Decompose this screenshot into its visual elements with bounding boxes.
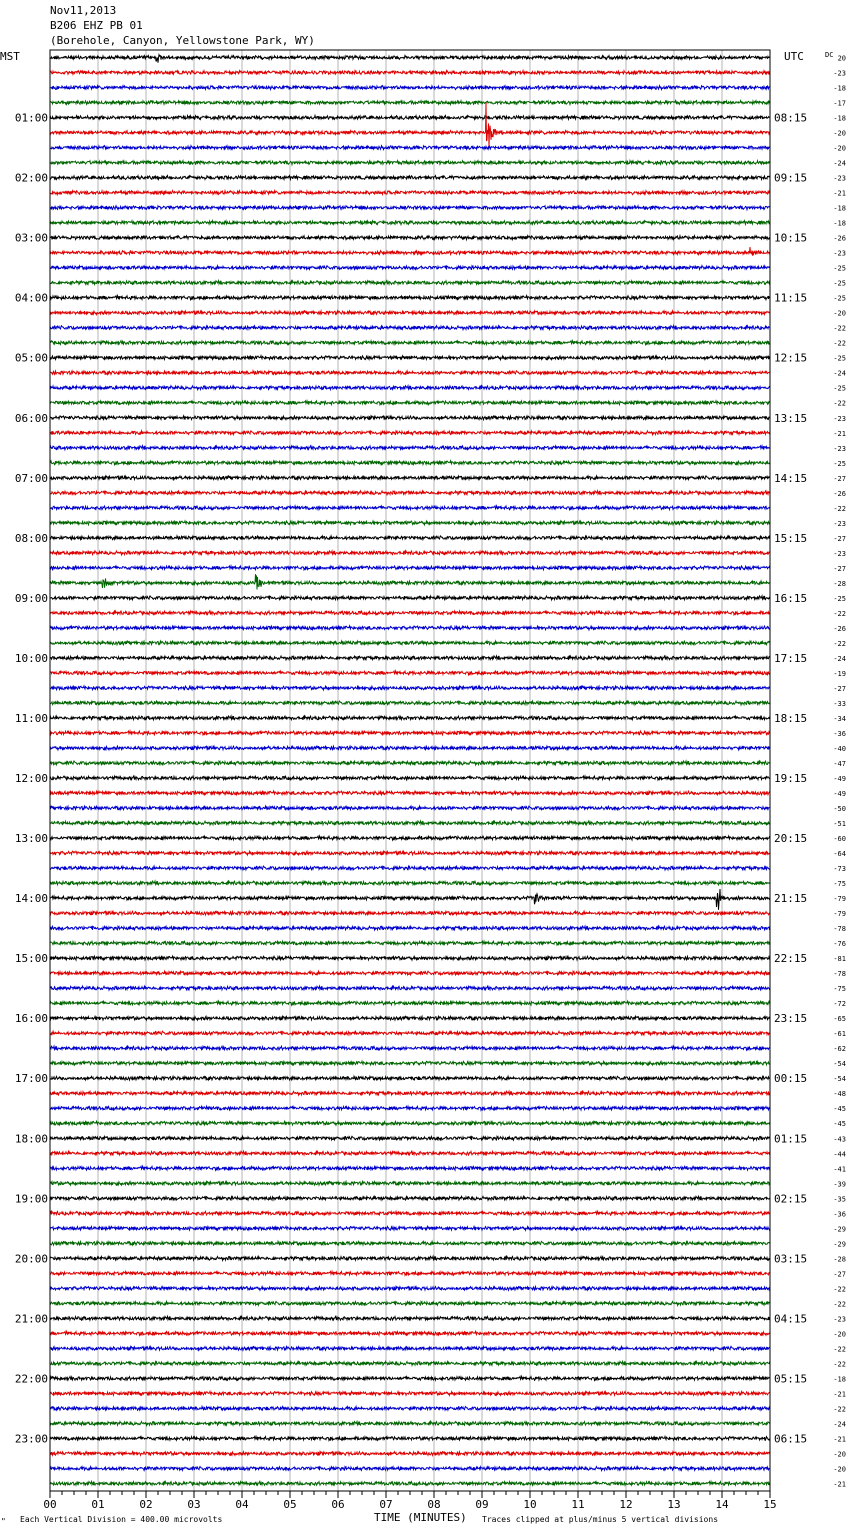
dc-offset-label: -23: [833, 549, 846, 558]
x-tick-label: 07: [379, 1498, 393, 1511]
hour-label-utc: 01:15: [774, 1132, 808, 1146]
dc-offset-label: -33: [833, 699, 846, 708]
hour-label-utc: 10:15: [774, 231, 808, 245]
dc-offset-label: -29: [833, 1240, 846, 1249]
dc-offset-label: -75: [833, 985, 846, 994]
dc-offset-label: -75: [833, 880, 846, 889]
dc-offset-label: -49: [833, 790, 846, 799]
x-tick-label: 05: [283, 1498, 297, 1511]
dc-offset-label: -72: [833, 1000, 846, 1009]
station-location: (Borehole, Canyon, Yellowstone Park, WY): [50, 34, 315, 47]
dc-offset-label: -79: [833, 895, 846, 904]
dc-offset-label: -21: [833, 429, 846, 438]
x-axis: [43, 1491, 776, 1511]
mst-label: MST: [0, 50, 20, 63]
dc-offset-label: -27: [833, 534, 846, 543]
hour-label-utc: 11:15: [774, 291, 808, 305]
x-tick-label: 08: [427, 1498, 441, 1511]
hour-label-utc: 15:15: [774, 531, 808, 545]
dc-offset-label: -22: [833, 339, 846, 348]
hour-label-mst: 10:00: [14, 651, 48, 665]
hour-label-utc: 21:15: [774, 892, 808, 906]
hour-label-utc: 05:15: [774, 1372, 808, 1386]
dc-offset-label: -49: [833, 775, 846, 783]
dc-offset-label: -24: [833, 1420, 846, 1429]
hour-label-utc: 19:15: [774, 772, 808, 785]
dc-offset-label: 20: [837, 54, 846, 63]
dc-offset-label: -65: [833, 1015, 846, 1024]
utc-label: UTC: [784, 50, 804, 63]
dc-offset-label: -20: [833, 1465, 846, 1474]
dc-offset-label: -24: [833, 369, 846, 378]
hour-label-mst: 03:00: [14, 231, 48, 245]
x-tick-label: 12: [619, 1498, 633, 1511]
dc-offset-label: -22: [833, 639, 846, 648]
dc-offset-label: -81: [833, 955, 846, 964]
dc-offset-label: -22: [833, 1405, 846, 1414]
hour-label-mst: 22:00: [14, 1372, 48, 1386]
dc-offset-label: -26: [833, 234, 846, 243]
x-tick-label: 11: [571, 1498, 585, 1511]
dc-offset-label: -79: [833, 910, 846, 919]
dc-offset-label: -18: [833, 114, 846, 123]
hour-label-mst: 21:00: [14, 1312, 48, 1326]
dc-offset-label: -22: [833, 1285, 846, 1294]
dc-offset-label: -28: [833, 579, 846, 588]
x-tick-label: 13: [667, 1498, 681, 1511]
hour-label-mst: 04:00: [14, 291, 48, 305]
station-code: B206 EHZ PB 01: [50, 19, 143, 32]
hour-label-utc: 06:15: [774, 1432, 808, 1446]
x-tick-label: 14: [715, 1498, 729, 1511]
clip-note: Traces clipped at plus/minus 5 vertical divisions: [482, 1515, 719, 1524]
scale-note: Each Vertical Division = 400.00 microvolts: [20, 1515, 223, 1524]
dc-offset-label: -54: [833, 1075, 846, 1084]
dc-offset-label: -50: [833, 805, 846, 814]
trace-row: [50, 656, 770, 660]
hour-label-mst: 16:00: [14, 1012, 48, 1026]
x-tick-label: 00: [43, 1498, 57, 1511]
hour-label-mst: 02:00: [14, 171, 48, 185]
hour-label-mst: 11:00: [14, 711, 48, 725]
dc-offset-label: -21: [833, 1390, 846, 1399]
hour-label-mst: 17:00: [14, 1072, 48, 1086]
hour-label-mst: 20:00: [14, 1252, 48, 1266]
dc-offset-label: -23: [833, 174, 846, 183]
x-tick-label: 01: [91, 1498, 105, 1511]
hour-label-utc: 02:15: [774, 1192, 808, 1206]
dc-offset-label: -23: [833, 249, 846, 258]
dc-offset-label: -78: [833, 970, 846, 979]
dc-offset-label: -24: [833, 159, 846, 168]
dc-offset-label: -22: [833, 1360, 846, 1369]
dc-offset-label: -21: [833, 1480, 846, 1489]
dc-offset-label: -20: [833, 129, 846, 138]
hour-label-utc: 03:15: [774, 1252, 808, 1266]
hour-label-mst: 08:00: [14, 531, 48, 545]
hour-label-utc: 20:15: [774, 832, 808, 846]
hour-label-utc: 14:15: [774, 471, 808, 485]
x-tick-label: 04: [235, 1498, 249, 1511]
dc-offset-label: -24: [833, 654, 846, 663]
x-tick-label: 02: [139, 1498, 153, 1511]
hour-label-mst: 05:00: [14, 351, 48, 365]
dc-offset-label: -23: [833, 69, 846, 78]
hour-label-mst: 14:00: [14, 892, 48, 906]
dc-offset-label: -41: [833, 1165, 846, 1174]
dc-offset-label: -22: [833, 324, 846, 333]
dc-offset-label: -20: [833, 1330, 846, 1339]
dc-offset-label: -35: [833, 1195, 846, 1204]
dc-offset-label: -54: [833, 1060, 846, 1069]
dc-offset-label: -20: [833, 144, 846, 153]
dc-offset-label: -21: [833, 189, 846, 198]
hour-label-mst: 19:00: [14, 1192, 48, 1206]
dc-offset-label: -36: [833, 1210, 846, 1219]
hour-label-utc: 16:15: [774, 591, 808, 605]
dc-offset-label: -25: [833, 264, 846, 273]
dc-offset-label: -34: [833, 714, 846, 723]
hour-label-mst: 01:00: [14, 111, 48, 125]
hour-label-mst: 06:00: [14, 411, 48, 425]
dc-offset-label: -23: [833, 444, 846, 453]
dc-offset-label: -17: [833, 99, 846, 108]
dc-offset-label: -22: [833, 1300, 846, 1309]
dc-offset-label: -22: [833, 504, 846, 513]
dc-offset-label: -18: [833, 84, 846, 93]
hour-label-utc: 13:15: [774, 411, 808, 425]
dc-offset-label: -44: [833, 1150, 846, 1159]
hour-label-mst: 18:00: [14, 1132, 48, 1146]
dc-offset-label: -25: [833, 279, 846, 288]
dc-offset-label: -36: [833, 729, 846, 738]
dc-offset-label: -45: [833, 1105, 846, 1114]
x-tick-label: 15: [763, 1498, 777, 1511]
dc-offset-label: -19: [833, 669, 846, 678]
dc-offset-label: -25: [833, 384, 846, 393]
hour-label-utc: 22:15: [774, 952, 808, 966]
dc-offset-label: -26: [833, 489, 846, 498]
hour-label-utc: 23:15: [774, 1012, 808, 1026]
x-tick-label: 06: [331, 1498, 345, 1511]
x-tick-label: 10: [523, 1498, 537, 1511]
hour-label-mst: 23:00: [14, 1432, 48, 1446]
hour-label-mst: 09:00: [14, 591, 48, 605]
dc-offset-label: -22: [833, 399, 846, 408]
hour-label-mst: 13:00: [14, 832, 48, 846]
x-tick-label: 09: [475, 1498, 489, 1511]
dc-offset-label: -76: [833, 940, 846, 949]
hour-label-utc: 18:15: [774, 711, 808, 725]
dc-offset-label: -23: [833, 414, 846, 423]
hour-label-utc: 12:15: [774, 351, 808, 365]
dc-offset-label: -28: [833, 1255, 846, 1264]
dc-offset-label: -27: [833, 684, 846, 693]
hour-label-utc: 17:15: [774, 651, 808, 665]
dc-offset-label: -29: [833, 1225, 846, 1234]
dc-offset-label: -78: [833, 925, 846, 934]
dc-offset-label: -25: [833, 354, 846, 363]
hour-label-utc: 04:15: [774, 1312, 808, 1326]
dc-offset-label: -27: [833, 564, 846, 573]
dc-offset-label: -40: [833, 744, 846, 753]
dc-offset-label: -22: [833, 609, 846, 618]
plot-date: Nov11,2013: [50, 4, 117, 17]
hour-label-utc: 00:15: [774, 1072, 808, 1086]
dc-offset-label: -21: [833, 1435, 846, 1444]
dc-offset-label: -62: [833, 1045, 846, 1054]
dc-label: DC: [825, 51, 834, 59]
x-axis-title: TIME (MINUTES): [374, 1511, 467, 1524]
dc-offset-label: -27: [833, 1270, 846, 1279]
dc-offset-label: -73: [833, 865, 846, 874]
dc-offset-label: -45: [833, 1120, 846, 1129]
dc-offset-label: -18: [833, 219, 846, 228]
dc-offset-label: -23: [833, 1315, 846, 1324]
dc-offset-label: -64: [833, 850, 846, 859]
dc-offset-label: -23: [833, 519, 846, 528]
dc-offset-label: -48: [833, 1090, 846, 1099]
hour-label-mst: 12:00: [14, 772, 48, 785]
dc-offset-label: -20: [833, 309, 846, 318]
dc-offset-label: -25: [833, 459, 846, 468]
hour-label-mst: 15:00: [14, 952, 48, 966]
dc-offset-label: -47: [833, 759, 846, 768]
dc-offset-label: -18: [833, 204, 846, 213]
dc-offset-label: -27: [833, 474, 846, 483]
dc-offset-label: -51: [833, 820, 846, 829]
hour-label-utc: 09:15: [774, 171, 808, 185]
dc-offset-label: -18: [833, 1375, 846, 1384]
dc-offset-label: -61: [833, 1030, 846, 1039]
dc-offset-label: -43: [833, 1135, 846, 1144]
dc-offset-label: -25: [833, 294, 846, 303]
dc-offset-label: -60: [833, 835, 846, 844]
corner-mark: ": [1, 1517, 6, 1526]
x-tick-label: 03: [187, 1498, 201, 1511]
hour-label-mst: 07:00: [14, 471, 48, 485]
dc-offset-label: -22: [833, 1345, 846, 1354]
dc-offset-label: -25: [833, 594, 846, 603]
dc-offset-label: -26: [833, 624, 846, 633]
dc-offset-label: -20: [833, 1450, 846, 1459]
hour-label-utc: 08:15: [774, 111, 808, 125]
dc-offset-label: -39: [833, 1180, 846, 1189]
